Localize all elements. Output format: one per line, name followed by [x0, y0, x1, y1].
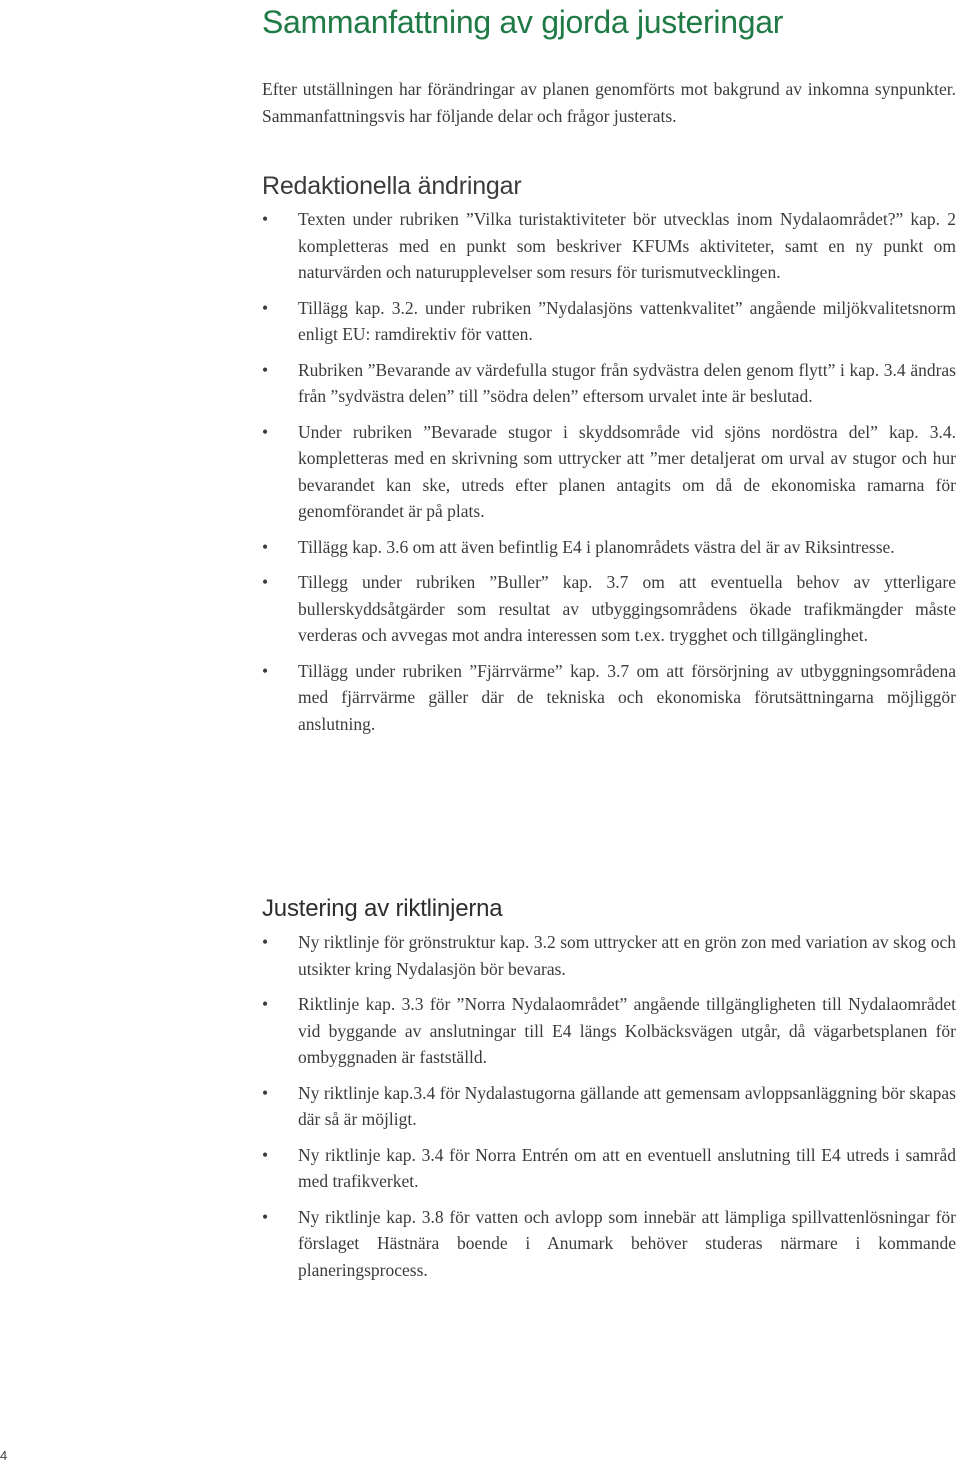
list-item [262, 929, 956, 982]
list-item-text: Rubriken ”Bevarande av värdefulla stugor från sydvästra delen genom flytt” i kap. 3.4 ändras från ”sydvästra delen” till ”södra delen” eftersom urvalet inte är beslutad. [298, 359, 956, 406]
section-heading-redaktionella: Redaktionella ändringar [262, 172, 522, 200]
bullet-icon: • [262, 359, 269, 380]
list-item-text: Tillägg under rubriken ”Fjärrvärme” kap. 3.7 om att försörjning av utbyggningsområdena med fjärrvärme gäller där de tekniska och ekonomiska förutsättningarna möjliggör anslutning. [298, 660, 956, 734]
bullet-icon: • [262, 536, 269, 557]
section-heading-riktlinjer: Justering av riktlinjerna [262, 895, 503, 922]
bullet-icon: • [262, 932, 269, 952]
page-title: Sammanfattning av gjorda justeringar [262, 4, 784, 40]
bullet-icon: • [262, 1206, 269, 1227]
list-item [262, 357, 956, 410]
list-item-text: Ny riktlinje kap.3.4 för Nydalastugorna gällande att gemensam avloppsanläggning bör skapas där så är möjligt. [298, 1082, 956, 1129]
list-item [262, 991, 956, 1071]
intro-paragraph: Efter utställningen har förändringar av planen genomförts mot bakgrund av inkomna synpunkter. Sammanfattningsvis har följande delar och frågor justerats. [262, 79, 956, 126]
bullet-icon: • [262, 994, 269, 1014]
list-item-text: Ny riktlinje kap. 3.8 för vatten och avlopp som innebär att lämpliga spillvattenlösningar för förslaget Hästnära boende i Anumark behöver studeras närmare i kommande planeringsprocess. [298, 1206, 956, 1280]
list-item-text: Riktlinje kap. 3.3 för ”Norra Nydalaområdet” angående tillgängligheten till Nydalaområdet vid byggande av anslutningar till E4 längs Kolbäcksvägen utgår, då vägarbetsplanen för ombyggnaden är fastställd. [298, 994, 956, 1067]
list-item [262, 569, 956, 649]
list-item [262, 534, 956, 561]
list-item [262, 1204, 956, 1284]
bullet-icon: • [262, 1144, 269, 1165]
list-item [262, 419, 956, 525]
bullet-list-redaktionella [262, 206, 956, 737]
bullet-icon: • [262, 421, 269, 442]
list-item [262, 206, 956, 286]
list-item [262, 658, 956, 738]
list-item-text: Texten under rubriken ”Vilka turistaktiviteter bör utvecklas inom Nydalaområdet?” kap. 2 kompletteras med en punkt som beskriver KFUMs aktiviteter, samt en ny punkt om naturvärden och naturupplevelser som resurs för turismutvecklingen. [298, 209, 956, 282]
bullet-icon: • [262, 1082, 269, 1103]
list-item [262, 295, 956, 348]
list-item-text: Ny riktlinje för grönstruktur kap. 3.2 som uttrycker att en grön zon med variation av skog och utsikter kring Nydalasjön bör bevaras. [298, 932, 956, 979]
list-item-text: Tillägg kap. 3.6 om att även befintlig E4 i planområdets västra del är av Riksintresse. [298, 536, 895, 557]
bullet-icon: • [262, 660, 269, 681]
list-item-text: Tillägg kap. 3.2. under rubriken ”Nydalasjöns vattenkvalitet” angående miljökvalitetsnorm enligt EU: ramdirektiv för vatten. [298, 297, 956, 344]
list-item-text: Ny riktlinje kap. 3.4 för Norra Entrén om att en eventuell anslutning till E4 utreds i samråd med trafikverket. [298, 1144, 956, 1191]
list-item [262, 1142, 956, 1195]
list-item [262, 1080, 956, 1133]
list-item-text: Under rubriken ”Bevarade stugor i skyddsområde vid sjöns nordöstra del” kap. 3.4. kompletteras med en skrivning som uttrycker att ”mer detaljerat om urval av stugor och hur bevarandet kan ske, utreds efter planen antagits om då de ekonomiska ramarna för genomförandet är på plats. [298, 421, 956, 521]
bullet-icon: • [262, 209, 269, 229]
page-number: 4 [0, 1448, 8, 1463]
list-item-text: Tillegg under rubriken ”Buller” kap. 3.7 om att eventuella behov av ytterligare bullerskyddsåtgärder som resultat av utbyggingsområdens ökade trafikmängder måste verderas och avvegas mot andra interessen som t.ex. trygghet och tillgänglinghet. [298, 572, 956, 645]
bullet-list-riktlinjer [262, 929, 956, 1283]
bullet-icon: • [262, 572, 269, 592]
bullet-icon: • [262, 297, 269, 318]
